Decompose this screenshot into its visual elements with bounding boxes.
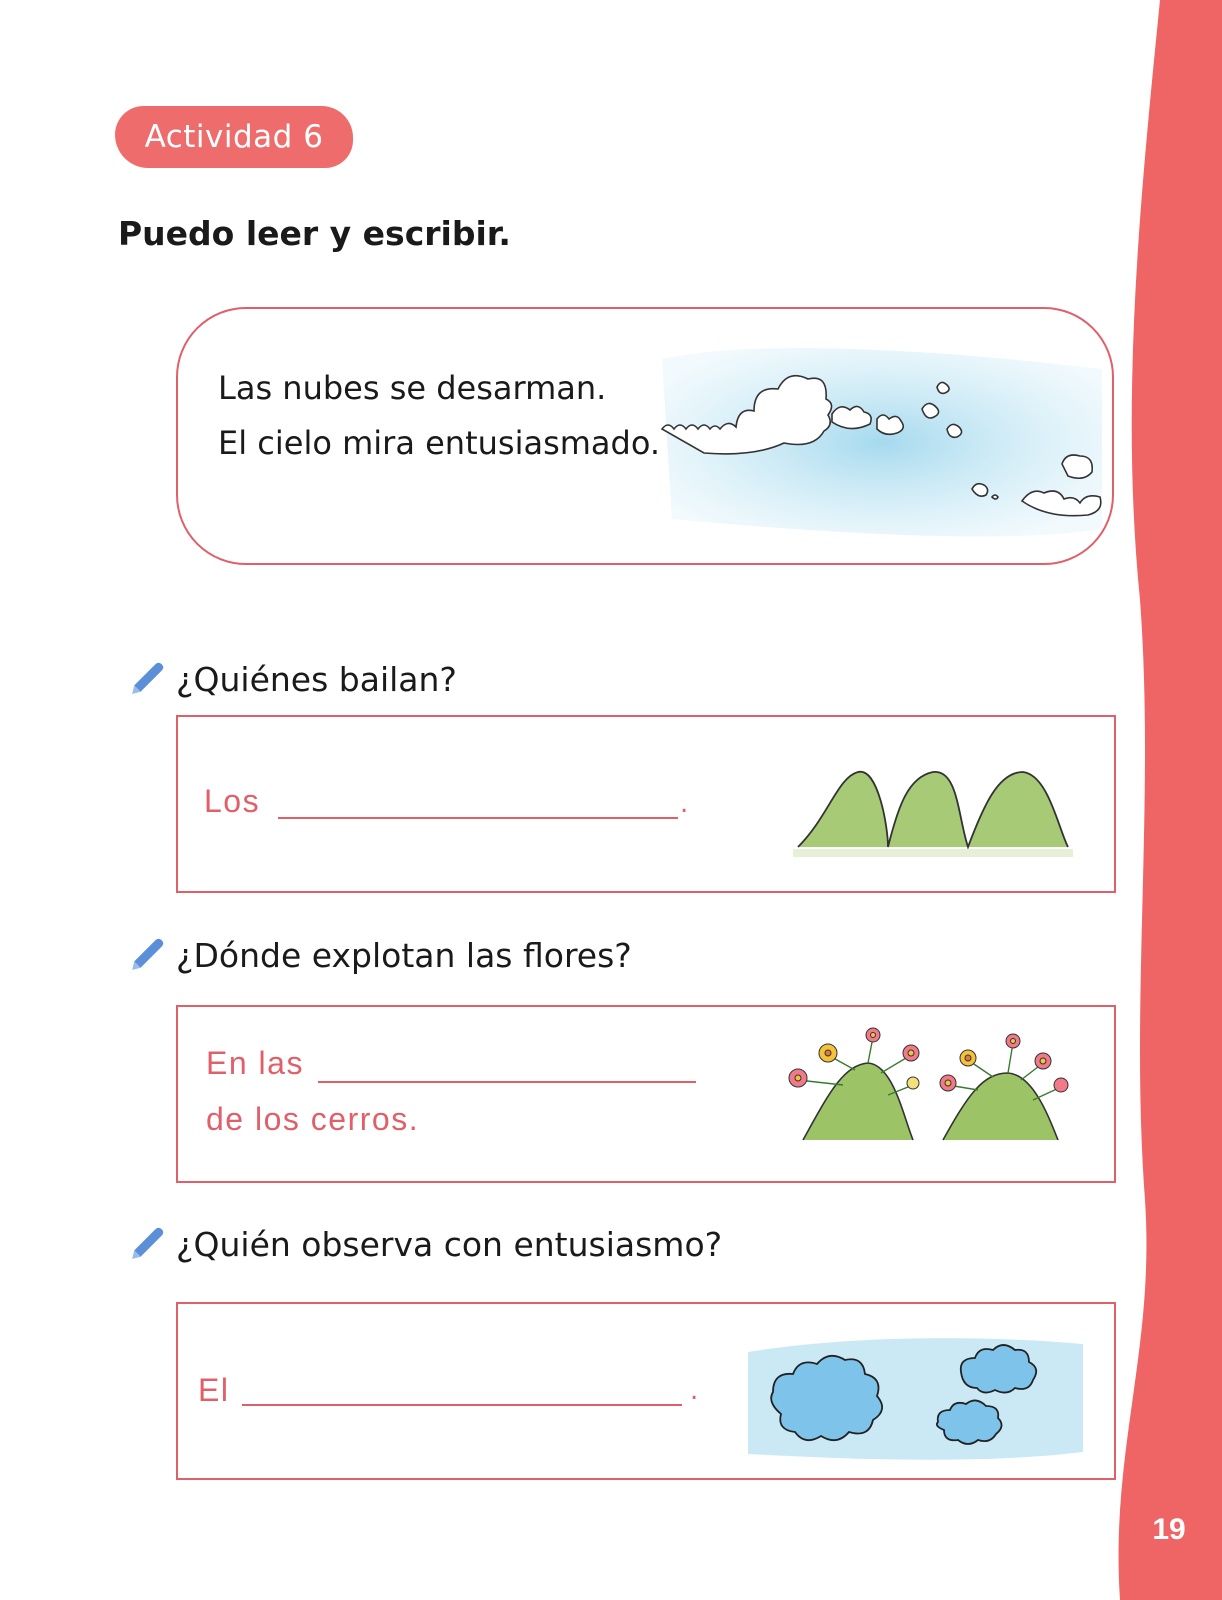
- answer-prompt: Los: [204, 783, 261, 819]
- question-2: [126, 934, 632, 976]
- answer-period: .: [680, 789, 689, 819]
- answer-box-2: [176, 1005, 1116, 1183]
- question-text: ¿Quiénes bailan?: [176, 659, 457, 699]
- answer-write-line[interactable]: [242, 1404, 682, 1406]
- reading-text: [218, 361, 660, 471]
- answer-prompt: El: [198, 1372, 230, 1408]
- side-color-band: [1100, 0, 1222, 1600]
- sky-clouds-illustration: [632, 319, 1112, 549]
- pencil-icon: [126, 1223, 168, 1265]
- answer-write-line[interactable]: [278, 817, 678, 819]
- answer-period: .: [690, 1376, 699, 1406]
- reading-line: Las nubes se desarman.: [218, 369, 607, 407]
- question-3: [126, 1223, 722, 1265]
- pencil-icon: [126, 934, 168, 976]
- clouds-illustration: [743, 1322, 1088, 1464]
- answer-box-3: [176, 1302, 1116, 1480]
- instruction-heading: Puedo leer y escribir.: [118, 214, 511, 253]
- answer-box-1: [176, 715, 1116, 893]
- question-text: ¿Quién observa con entusiasmo?: [176, 1224, 723, 1264]
- question-1: [126, 658, 457, 700]
- flowering-hills-illustration: [783, 1025, 1083, 1155]
- answer-prompt: En las: [206, 1045, 304, 1081]
- page-number: 19: [1152, 1513, 1186, 1546]
- pencil-icon: [126, 658, 168, 700]
- activity-badge: Actividad 6: [115, 106, 353, 168]
- answer-write-line[interactable]: [318, 1081, 696, 1083]
- hills-illustration: [788, 757, 1078, 867]
- question-text: ¿Dónde explotan las flores?: [176, 935, 632, 975]
- reading-box: [176, 307, 1114, 565]
- reading-line: El cielo mira entusiasmado.: [218, 424, 661, 462]
- answer-continuation: de los cerros.: [206, 1101, 420, 1137]
